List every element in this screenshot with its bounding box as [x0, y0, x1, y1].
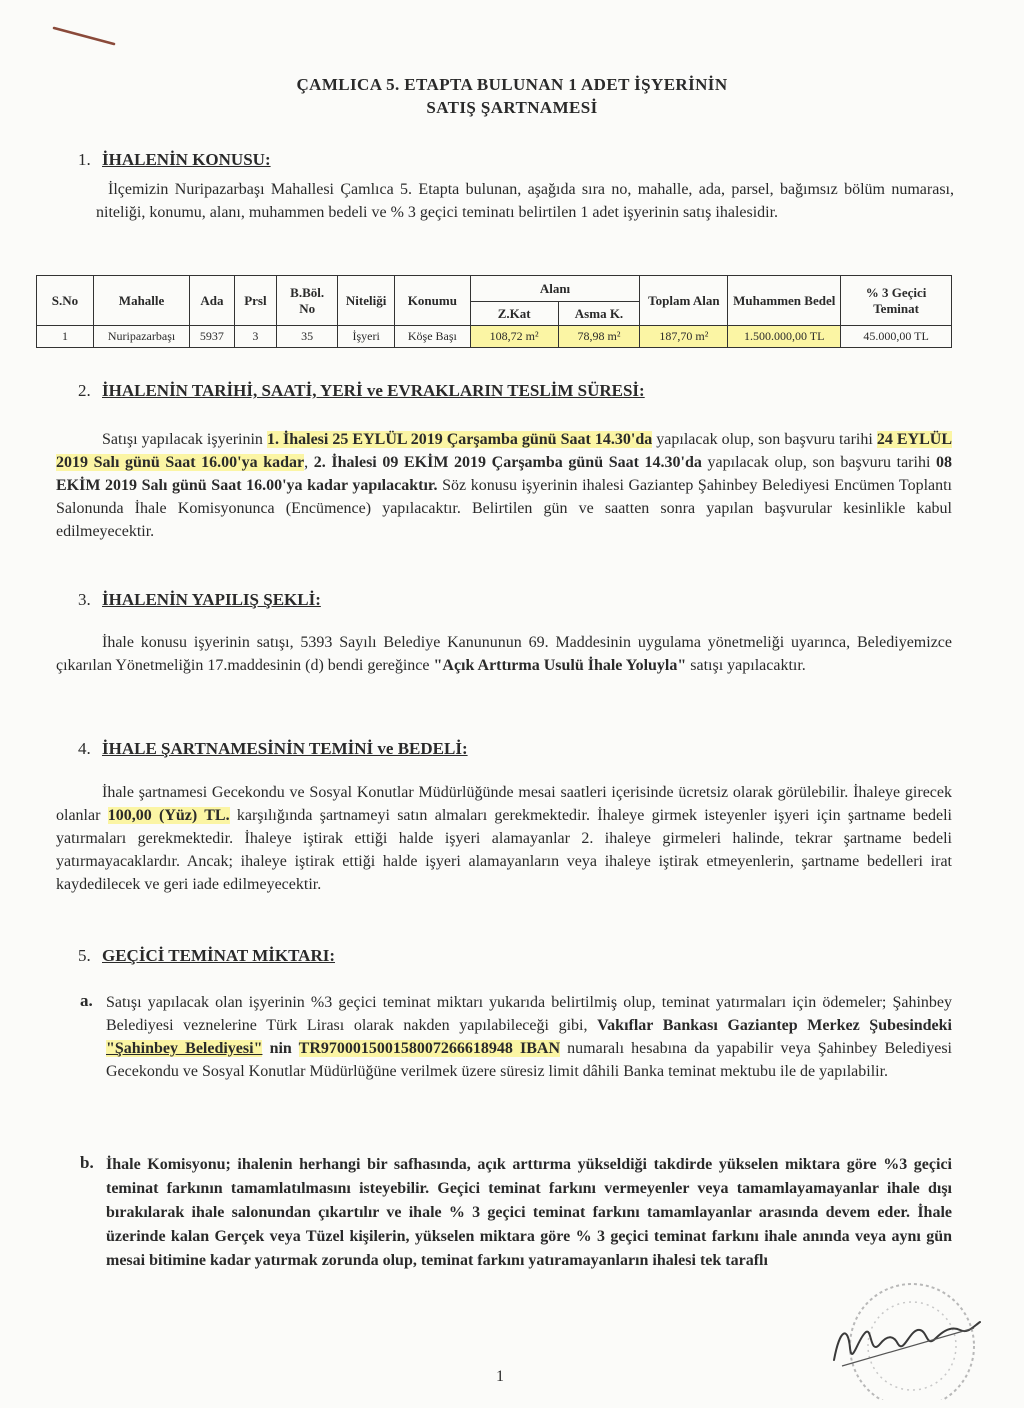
col-gecici-teminat: % 3 Geçici Teminat [841, 276, 952, 326]
document-title-line1: ÇAMLICA 5. ETAPTA BULUNAN 1 ADET İŞYERİNİN [296, 75, 728, 94]
handwritten-signature [828, 1308, 988, 1378]
section-5-heading: GEÇİCİ TEMİNAT MİKTARI: [102, 946, 335, 965]
document-title-line2: SATIŞ ŞARTNAMESİ [426, 98, 598, 117]
col-mahalle: Mahalle [93, 276, 189, 326]
cell-niteligi: İşyeri [338, 326, 395, 348]
section-3-number: 3. [78, 590, 91, 609]
cell-muhammen-bedel: 1.500.000,00 TL [728, 326, 841, 348]
cell-parsel: 3 [234, 326, 276, 348]
col-ada: Ada [190, 276, 235, 326]
cell-ada: 5937 [190, 326, 235, 348]
cell-toplam-alan: 187,70 m² [640, 326, 728, 348]
item-b-text: İhale Komisyonu; ihalenin herhangi bir safhasında, açık arttırma yükseldiği takdirde yükselen miktara göre %3 geçici teminat farkının tamamlatılmasını isteyebilir. Geçici teminat farkını vermeyenler veya tamamlayamayanlar ihale dışı bırakılarak ihale salonundan çıkartılır ve ihale % 3 geçici teminat farkını tamamlayanlar arasında devem eder. İhale üzerinde kalan Gerçek veya Tüzel kişilerin, yükselen miktara göre % 3 geçici teminat farkını ihale anında veya aynı gün mesai bitimine kadar yatırmak zorunda olup, teminat farkını yatıramayanların ihalesi tek taraflı [106, 1156, 952, 1269]
col-bagimsiz-bolum: B.Böl. No [277, 276, 338, 326]
item-a-text: Satışı yapılacak olan işyerinin %3 geçici teminat miktarı yukarıda belirtilmiş olup, teminat yatırmaları için ödemeler; Şahinbey Belediyesi veznelerine Türk Lirası olarak nakden yapılabileceği gibi, Vakıflar Bankası Gaziantep Merkez Şubesindeki "Şahinbey Belediyesi" nin TR970001500158007266618948 IBAN numaralı hesabına da yapabilir veya Şahinbey Belediyesi Gecekondu ve Sosyal Konutlar Müdürlüğüne verilmek üzere süresiz limit dâhili Banka teminat mektubu ile de yapılabilir. [106, 994, 953, 1080]
property-table [36, 275, 952, 348]
section-3-heading: İHALENİN YAPILIŞ ŞEKLİ: [102, 590, 321, 609]
cell-asma-kat: 78,98 m² [558, 326, 640, 348]
col-alani: Alanı [470, 276, 640, 302]
col-konumu: Konumu [395, 276, 471, 326]
section-5-number: 5. [78, 946, 91, 965]
col-asma-kat: Asma K. [558, 302, 640, 326]
item-a-label: a. [80, 991, 93, 1010]
section-4-number: 4. [78, 739, 91, 758]
cell-gecici-teminat: 45.000,00 TL [841, 326, 952, 348]
col-muhammen-bedel: Muhammen Bedel [728, 276, 841, 326]
col-parsel: Prsl [234, 276, 276, 326]
section-1-heading: İHALENİN KONUSU: [102, 150, 271, 169]
cell-konumu: Köşe Başı [395, 326, 471, 348]
cell-sno: 1 [37, 326, 94, 348]
col-sno: S.No [37, 276, 94, 326]
page-number: 1 [496, 1368, 504, 1385]
item-b-label: b. [80, 1153, 94, 1172]
cell-zemin-kat: 108,72 m² [470, 326, 558, 348]
section-2-text: Satışı yapılacak işyerinin 1. İhalesi 25 EYLÜL 2019 Çarşamba günü Saat 14.30'da yapılacak olup, son başvuru tarihi 24 EYLÜL 2019 Salı günü Saat 16.00'ya kadar, 2. İhalesi 09 EKİM 2019 Çarşamba günü Saat 14.30'da yapılacak olup, son başvuru tarihi 08 EKİM 2019 Salı günü Saat 16.00'ya kadar yapılacaktır. Söz konusu işyerinin ihalesi Gaziantep Şahinbey Belediyesi Encümen Toplantı Salonunda İhale Komisyonunca (Encümence) yapılacaktır. Belirtilen gün ve saatten sonra yapılan başvurular kesinlikle kabul edilmeyecektir. [56, 431, 953, 540]
section-3-text: İhale konusu işyerinin satışı, 5393 Sayılı Belediye Kanununun 69. Maddesinin uygulama yönetmeliği uyarınca, Belediyemizce çıkarılan Yönetmeliğin 17.maddesinin (d) bendi gereğince "Açık Arttırma Usulü İhale Yoluyla" satışı yapılacaktır. [56, 634, 952, 674]
section-1-number: 1. [78, 150, 91, 169]
section-1-text: İlçemizin Nuripazarbaşı Mahallesi Çamlıca 5. Etapta bulunan, aşağıda sıra no, mahalle, ada, parsel, bağımsız bölüm numarası, niteliği, konumu, alanı, muhammen bedeli ve % 3 geçici teminatı belirtilen 1 adet işyerinin satış ihalesidir. [96, 181, 954, 221]
section-2-heading: İHALENİN TARİHİ, SAATİ, YERİ ve EVRAKLARIN TESLİM SÜRESİ: [102, 381, 645, 400]
section-4-text: İhale şartnamesi Gecekondu ve Sosyal Konutlar Müdürlüğünde mesai saatleri içerisinde ücretsiz olarak görülebilir. İhaleye girecek olanlar 100,00 (Yüz) TL. karşılığında şartnameyi satın almaları gerekmektedir. İhaleye girmek isteyenler işyeri için şartname bedeli yatırmaları gerekmektedir. İhaleye iştirak ettiği halde işyeri alamayanlar 2. ihaleye girmeleri halinde, tekrar şartname bedeli yatırmayacaklardır. Ancak; ihaleye iştirak ettiği halde işyeri alamayanların veya ihaleye iştirak etmeyenlerin, şartname bedelleri irat kaydedilecek ve geri iade edilmeyecektir. [56, 784, 952, 893]
section-4-heading: İHALE ŞARTNAMESİNİN TEMİNİ ve BEDELİ: [102, 739, 468, 758]
cell-mahalle: Nuripazarbaşı [93, 326, 189, 348]
table-row [37, 326, 952, 348]
col-toplam-alan: Toplam Alan [640, 276, 728, 326]
col-zemin-kat: Z.Kat [470, 302, 558, 326]
section-2-number: 2. [78, 381, 91, 400]
pen-stroke-mark [50, 22, 120, 52]
cell-bagimsiz-bolum: 35 [277, 326, 338, 348]
col-niteligi: Niteliği [338, 276, 395, 326]
